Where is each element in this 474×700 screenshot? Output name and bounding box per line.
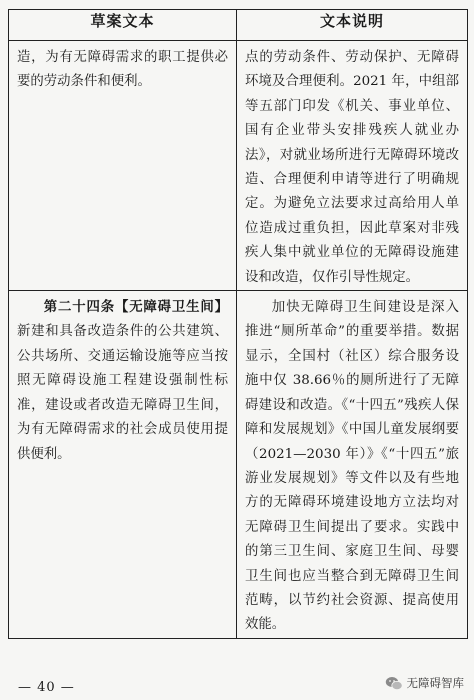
article-24 (17, 296, 228, 467)
explanation-cell (237, 291, 468, 639)
watermark-logo (385, 675, 465, 691)
comparison-table (8, 9, 468, 639)
page-number: — 40 — (18, 680, 75, 695)
header-draft-text: 草案文本 (9, 10, 237, 41)
wechat-icon (385, 676, 403, 691)
table-row (9, 291, 468, 639)
explanation-text: 加快无障碍卫生间建设是深入推进“厕所革命”的重要举措。数据显示，全国村（社区）综合服务设施中仅 38.66％的厕所进行了无障碍建设和改造。《“十四五”残疾人保障和发展规划》《中国儿童发展纲要（2021—2030 年）》《“十四五”旅游业发展规划》等文件以及有些地方的无障碍环境建设地方立法均对无障碍卫生间提出了要求。实践中的第三卫生间、家庭卫生间、母婴卫生间也应当整合到无障碍卫生间范畴，以节约社会资源、提高使用效能。 (245, 300, 459, 633)
article-body: 新建和具备改造条件的公共建筑、公共场所、交通运输设施等应当按照无障碍设施工程建设强制性标准，建设或者改造无障碍卫生间，为有无障碍需求的社会成员使用提供便利。 (17, 324, 228, 462)
brand-name: 无障碍智库 (406, 676, 464, 690)
header-row (9, 10, 468, 41)
header-text-explanation: 文本说明 (237, 10, 468, 41)
draft-cell (9, 41, 237, 291)
explanation-cell (237, 41, 468, 291)
explanation-text: 点的劳动条件、劳动保护、无障碍环境及合理便利。2021 年，中组部等五部门印发《机关、事业单位、国有企业带头安排残疾人就业办法》，对就业场所进行无障碍环境改造、合理便利申请等进行了明确规定。为避免立法要求过高给用人单位造成过重负担，因此草案对非残疾人集中就业单位的无障碍设施建设和改造，仅作引导性规定。 (245, 50, 459, 285)
table-row (9, 41, 468, 291)
article-title: 第二十四条【无障碍卫生间】 (43, 300, 228, 316)
draft-cell (9, 291, 237, 639)
draft-text: 造，为有无障碍需求的职工提供必要的劳动条件和便利。 (17, 50, 228, 90)
